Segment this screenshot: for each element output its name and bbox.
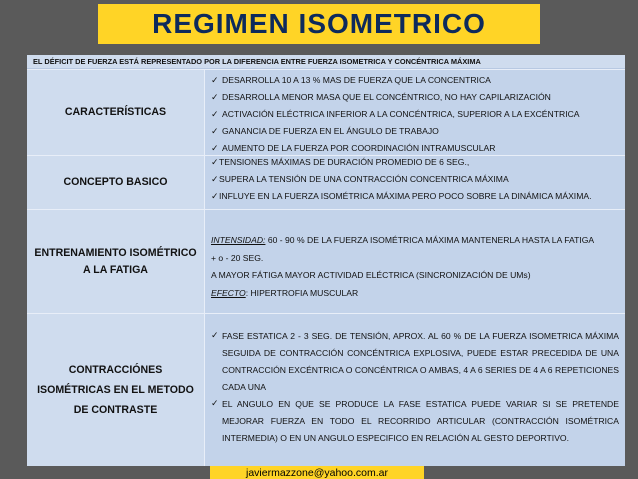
content-caracteristicas bbox=[204, 69, 625, 155]
footer-email: javiermazzone@yahoo.com.ar bbox=[210, 466, 424, 479]
label-concepto: CONCEPTO BASICO bbox=[27, 155, 204, 209]
intensidad-label: INTENSIDAD: bbox=[211, 235, 266, 245]
list-item: ✓ EL ANGULO EN QUE SE PRODUCE LA FASE ESTATICA PUEDE VARIAR SI SE PRETENDE MEJORAR FUERZA EN TODO EL RECORRIDO ARTICULAR (CONTRACCIÓN ISOMÉTRICA INTERMEDIA) O EN UN ANGULO ESPECIFICO EN RELACIÓN AL GESTO DEPORTIVO. bbox=[211, 398, 619, 443]
efecto-label: EFECTO bbox=[211, 287, 246, 298]
check-icon: ✓ bbox=[211, 174, 219, 184]
check-icon: ✓ bbox=[211, 92, 219, 102]
label-contracciones: CONTRACCIÓNES ISOMÉTRICAS EN EL METODO DE CONTRASTE bbox=[27, 313, 204, 466]
list-item: ✓ ACTIVACIÓN ELÉCTRICA INFERIOR A LA CONCÉNTRICA, SUPERIOR A LA EXCÉNTRICA bbox=[211, 106, 619, 123]
label-entrenamiento: ENTRENAMIENTO ISOMÉTRICO A LA FATIGA bbox=[27, 209, 204, 313]
list-item: ✓ DESARROLLA 10 A 13 % MAS DE FUERZA QUE LA CONCENTRICA bbox=[211, 72, 619, 89]
efecto-text: EFECTO: HIPERTROFIA MUSCULAR bbox=[211, 287, 359, 298]
list-item: ✓ TENSIONES MÁXIMAS DE DURACIÓN PROMEDIO DE 6 SEG., bbox=[211, 155, 619, 171]
actividad-text: A MAYOR FÁTIGA MAYOR ACTIVIDAD ELÉCTRICA (SINCRONIZACIÓN DE UMs) bbox=[211, 270, 531, 280]
list-item: ✓ FASE ESTATICA 2 - 3 SEG. DE TENSIÓN, APROX. AL 60 % DE LA FUERZA ISOMETRICA MÁXIMA SEGUIDA DE CONTRACCIÓN CONCÉNTRICA EXPLOSIVA, PUEDE ESTAR PRECEDIDA DE UNA CONTRACCIÓN EXCÉNTRICA O CONCÉNTRICA O AMBAS, 4 A 6 SERIES DE 4 A 6 REPETICIONES CADA UNA bbox=[211, 330, 619, 392]
check-icon: ✓ bbox=[211, 398, 219, 408]
check-icon: ✓ bbox=[211, 191, 219, 201]
page-title: REGIMEN ISOMETRICO bbox=[98, 4, 540, 44]
list-item: ✓ INFLUYE EN LA FUERZA ISOMÉTRICA MÁXIMA PERO POCO SOBRE LA DINÁMICA MÁXIMA. bbox=[211, 188, 619, 205]
check-icon: ✓ bbox=[211, 75, 219, 85]
intensidad-text: INTENSIDAD: 60 - 90 % DE LA FUERZA ISOMÉTRICA MÁXIMA MANTENERLA HASTA LA FATIGA bbox=[211, 235, 595, 245]
label-caracteristicas: CARACTERÍSTICAS bbox=[27, 69, 204, 155]
check-icon: ✓ bbox=[211, 109, 219, 119]
content-entrenamiento bbox=[204, 209, 625, 313]
table-header: EL DÉFICIT DE FUERZA ESTÁ REPRESENTADO POR LA DIFERENCIA ENTRE FUERZA ISOMETRICA Y CONCÉNTRICA MÁXIMA bbox=[27, 55, 625, 69]
content-contracciones bbox=[204, 313, 625, 466]
check-icon: ✓ bbox=[211, 330, 219, 340]
content-table bbox=[27, 55, 625, 466]
list-item: ✓ AUMENTO DE LA FUERZA POR COORDINACIÓN INTRAMUSCULAR bbox=[211, 140, 619, 155]
content-concepto bbox=[204, 155, 625, 209]
check-icon: ✓ bbox=[211, 126, 219, 136]
list-item: ✓ DESARROLLA MENOR MASA QUE EL CONCÉNTRICO, NO HAY CAPILARIZACIÓN bbox=[211, 89, 619, 106]
list-item: ✓ GANANCIA DE FUERZA EN EL ÁNGULO DE TRABAJO bbox=[211, 123, 619, 140]
check-icon: ✓ bbox=[211, 157, 219, 167]
duracion-text: + o - 20 SEG. bbox=[211, 252, 264, 263]
check-icon: ✓ bbox=[211, 143, 219, 153]
list-item: ✓ SUPERA LA TENSIÓN DE UNA CONTRACCIÓN CONCENTRICA MÁXIMA bbox=[211, 171, 619, 188]
